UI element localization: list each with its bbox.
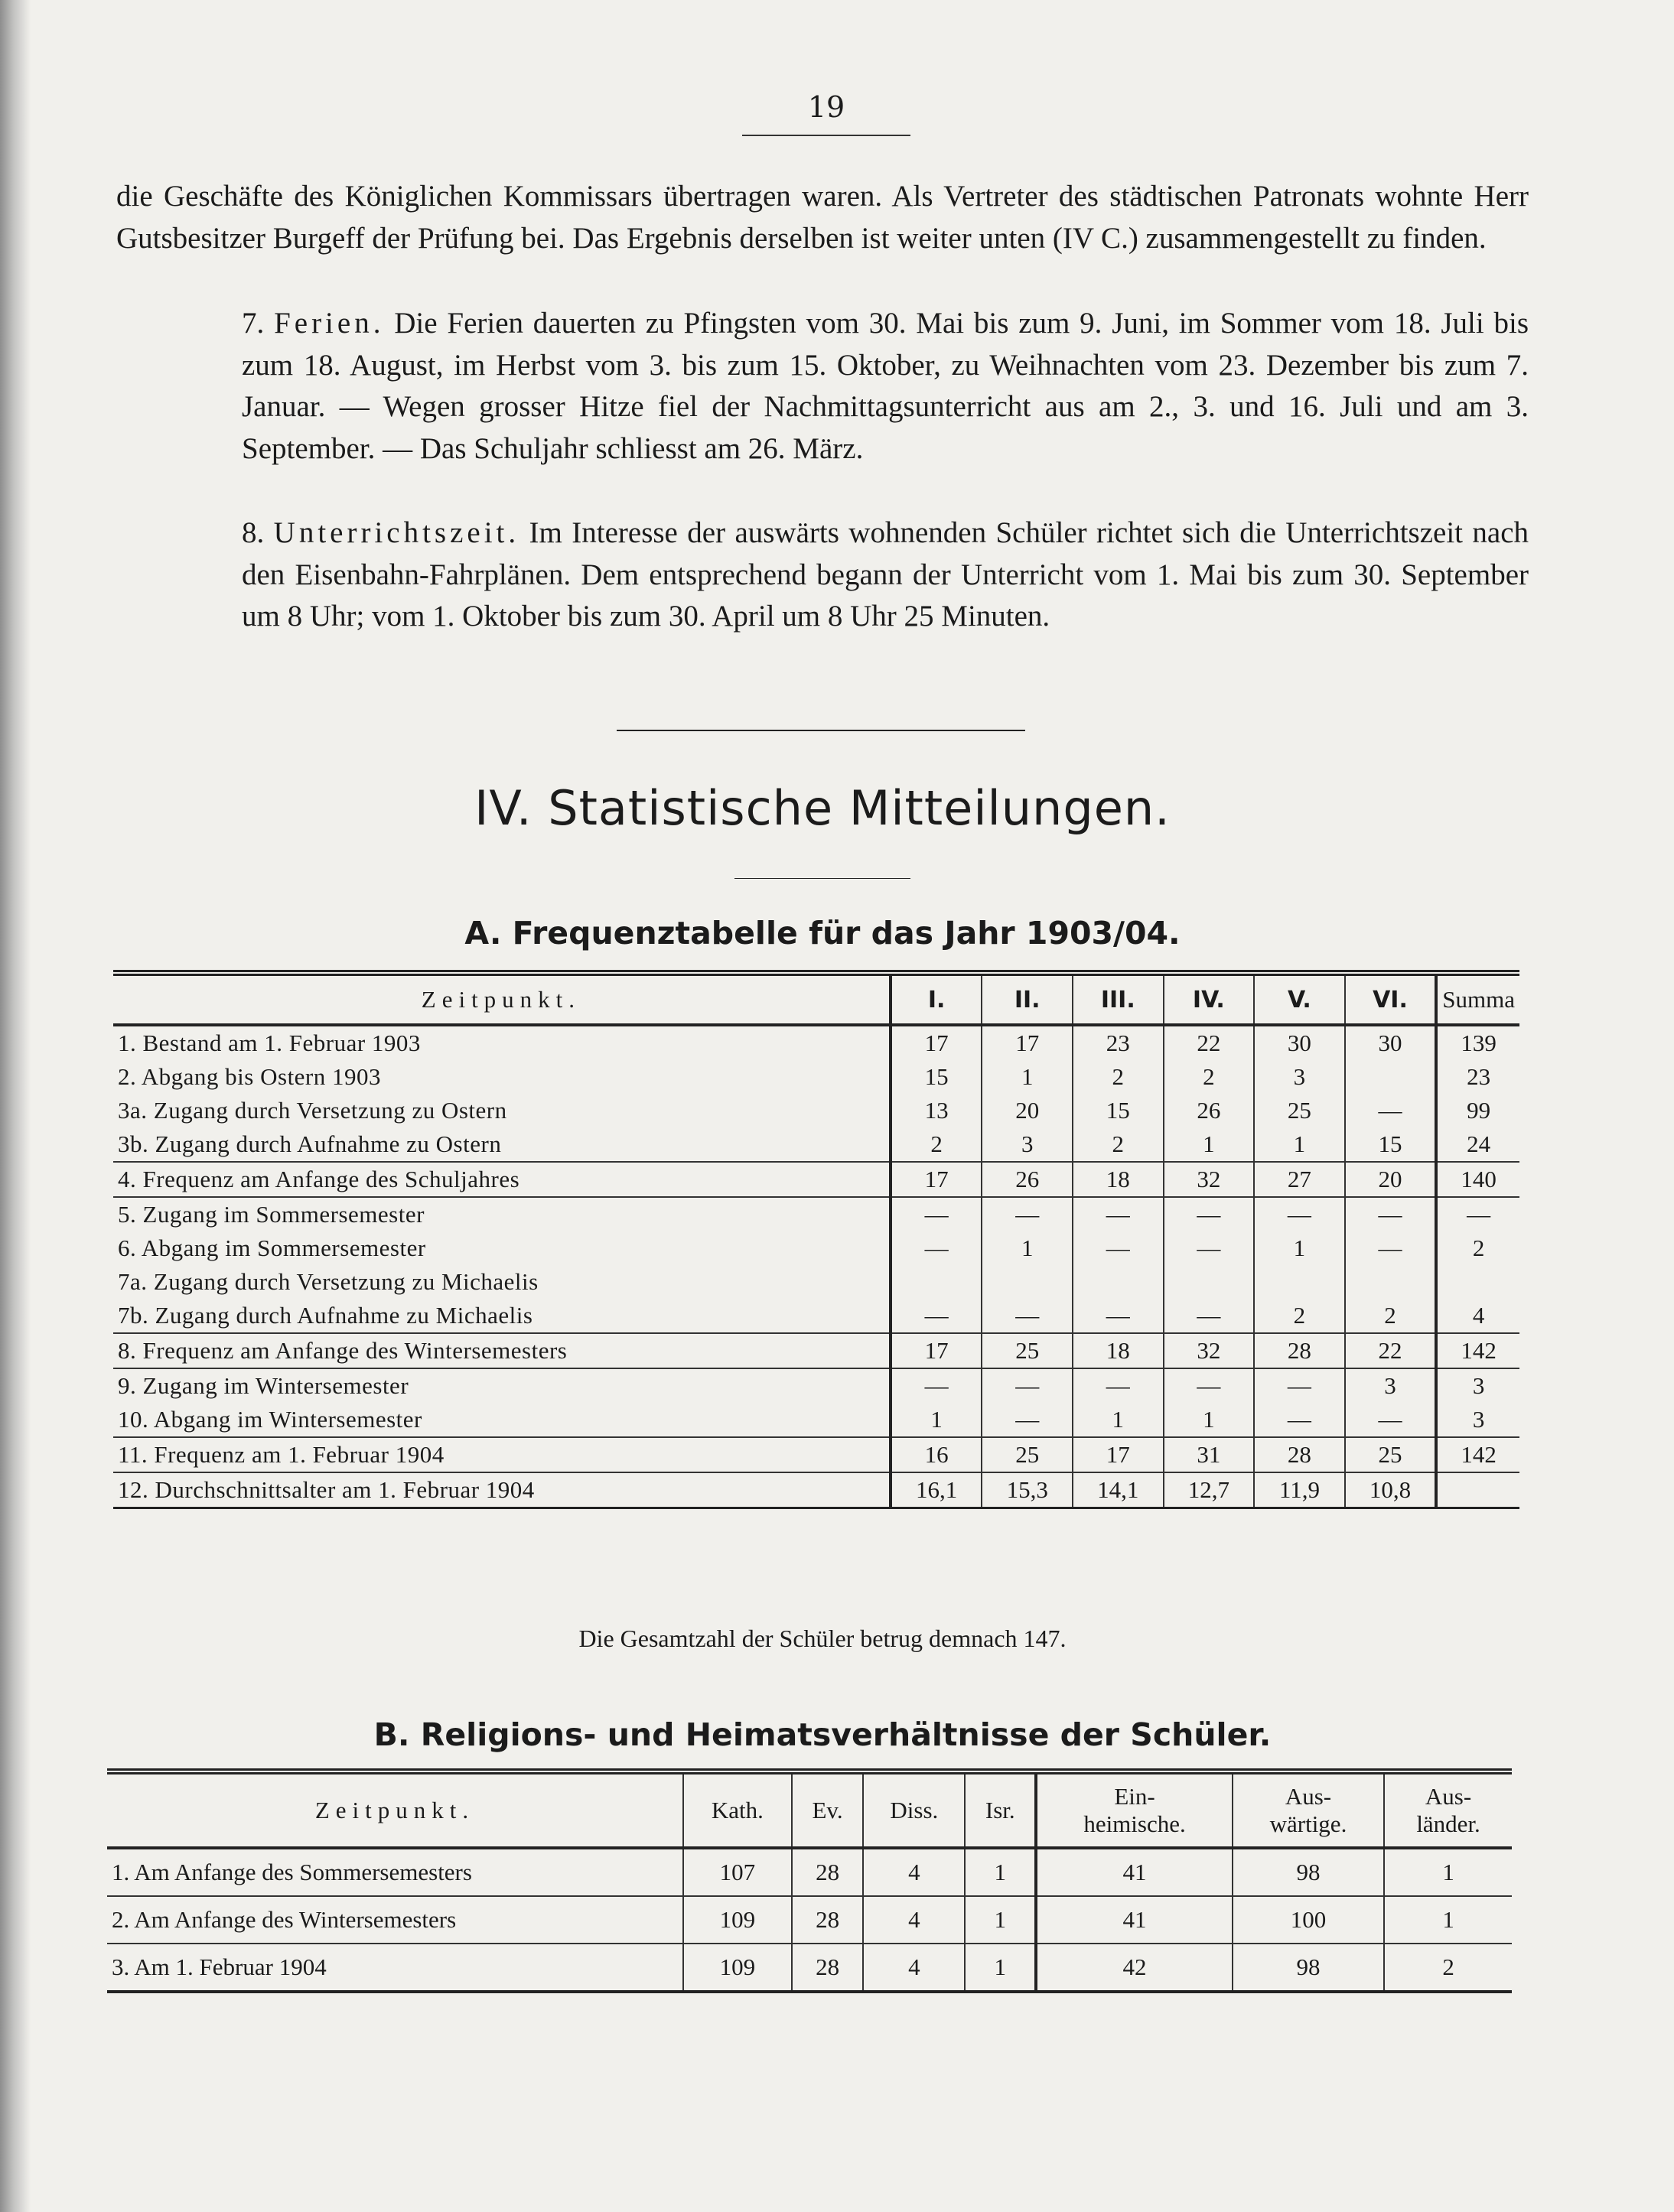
header-class-3: III. — [1073, 973, 1164, 1025]
cell-class-2: 1 — [982, 1060, 1073, 1094]
cell-class-1: — — [891, 1368, 982, 1403]
cell-value: 1 — [1384, 1848, 1512, 1896]
cell-class-1 — [891, 1265, 982, 1299]
table-b-title: B. Religions- und Heimatsverhältnisse der Schüler. — [373, 1716, 1272, 1753]
cell-value: 4 — [863, 1896, 965, 1944]
row-label: 4. Frequenz am Anfange des Schuljahres — [113, 1162, 891, 1197]
cell-class-3 — [1073, 1265, 1164, 1299]
paragraph-intro-text: die Geschäfte des Königlichen Kommissars übertragen waren. Als Vertreter des städtischen Patronats wohnte Herr Gutsbesitzer Burgeff der Prüfung bei. Das Ergebnis derselben ist weiter unten (IV C.) zusammengestellt zu finden. — [116, 180, 1529, 255]
paragraph-unterrichtszeit-text — [116, 512, 1529, 638]
cell-class-1: 1 — [891, 1403, 982, 1437]
cell-class-1: 17 — [891, 1162, 982, 1197]
cell-summa: 139 — [1461, 1030, 1497, 1056]
cell-class-3: — — [1073, 1197, 1164, 1231]
cell-class-2: — — [982, 1299, 1073, 1333]
row-label: 8. Frequenz am Anfange des Wintersemesters — [113, 1333, 891, 1368]
row-label: 7a. Zugang durch Versetzung zu Michaelis — [113, 1265, 891, 1299]
table-row — [113, 1333, 1519, 1368]
header-class-4: IV. — [1164, 973, 1255, 1025]
cell-summa: 2 — [1472, 1234, 1485, 1261]
unterricht-number: 8. — [242, 516, 265, 549]
header-auswaertige-line2: wärtige. — [1269, 1810, 1347, 1837]
row-label: 10. Abgang im Wintersemester — [113, 1403, 891, 1437]
table-row — [107, 1944, 1512, 1992]
ferien-heading: Ferien. — [274, 307, 385, 340]
row-label: 11. Frequenz am 1. Februar 1904 — [113, 1437, 891, 1472]
cell-class-6 — [1345, 1265, 1437, 1299]
ferien-body: Die Ferien dauerten zu Pfingsten vom 30. Mai bis zum 9. Juni, im Sommer vom 18. Juli bis zum 18. August, im Herbst vom 3. bis zum 15. Oktober, zu Weihnachten vom 23. Dezember bis zum 7. Januar. — Wegen grosser Hitze fiel der Nachmittagsunterricht aus am 2., 3. und 16. Juli und am 3. September. — Das Schuljahr schliesst am 26. März. — [242, 307, 1529, 465]
header-auswaertige — [1233, 1771, 1384, 1848]
cell-class-3: 2 — [1073, 1127, 1164, 1162]
header-einheimische-line2: heimische. — [1083, 1810, 1186, 1837]
cell-class-6: 2 — [1345, 1299, 1437, 1333]
table-row — [113, 1197, 1519, 1231]
cell-class-4: — — [1164, 1197, 1255, 1231]
cell-class-4: — — [1164, 1231, 1255, 1265]
cell-class-3: 2 — [1073, 1060, 1164, 1094]
row-label: 12. Durchschnittsalter am 1. Februar 1904 — [113, 1472, 891, 1508]
cell-value: 107 — [683, 1848, 792, 1896]
header-isr: Isr. — [965, 1771, 1036, 1848]
cell-class-5: 27 — [1254, 1162, 1345, 1197]
cell-class-5 — [1254, 1265, 1345, 1299]
cell-class-2: — — [982, 1368, 1073, 1403]
table-row — [113, 1472, 1519, 1508]
cell-class-5: — — [1254, 1197, 1345, 1231]
header-kath: Kath. — [683, 1771, 792, 1848]
cell-class-2: 1 — [982, 1231, 1073, 1265]
cell-value: 1 — [965, 1896, 1036, 1944]
cell-class-3: 23 — [1073, 1025, 1164, 1060]
header-einheimische-line1: Ein- — [1114, 1783, 1155, 1810]
paragraph-ferien — [116, 303, 1529, 470]
row-label: 2. Am Anfange des Wintersemesters — [107, 1896, 683, 1944]
frequency-table — [113, 970, 1519, 1509]
table-row — [113, 1403, 1519, 1437]
cell-class-5: 1 — [1254, 1127, 1345, 1162]
total-students-note: Die Gesamtzahl der Schüler betrug demnach 147. — [578, 1625, 1067, 1652]
row-label: 6. Abgang im Sommersemester — [113, 1231, 891, 1265]
cell-class-3: 18 — [1073, 1162, 1164, 1197]
cell-class-3: — — [1073, 1368, 1164, 1403]
cell-class-1: 2 — [891, 1127, 982, 1162]
cell-class-2: 26 — [982, 1162, 1073, 1197]
section-title-rule — [734, 878, 910, 879]
cell-class-2: 17 — [982, 1025, 1073, 1060]
table-row — [107, 1848, 1512, 1896]
cell-class-6: 30 — [1345, 1025, 1437, 1060]
cell-class-2: — — [982, 1197, 1073, 1231]
cell-class-2: 15,3 — [982, 1472, 1073, 1508]
cell-summa: 99 — [1467, 1097, 1491, 1124]
table-row — [113, 1127, 1519, 1162]
cell-value: 1 — [1384, 1896, 1512, 1944]
header-class-5: V. — [1254, 973, 1345, 1025]
table-row — [113, 1368, 1519, 1403]
paragraph-unterrichtszeit — [116, 512, 1529, 638]
cell-class-6 — [1345, 1060, 1437, 1094]
cell-value: 98 — [1233, 1944, 1384, 1992]
cell-value: 41 — [1036, 1896, 1233, 1944]
section-divider — [617, 730, 1025, 731]
row-label: 3a. Zugang durch Versetzung zu Ostern — [113, 1094, 891, 1127]
cell-value: 1 — [965, 1944, 1036, 1992]
header-class-2: II. — [982, 973, 1073, 1025]
cell-class-1: 17 — [891, 1333, 982, 1368]
cell-class-1: — — [891, 1197, 982, 1231]
row-label: 2. Abgang bis Ostern 1903 — [113, 1060, 891, 1094]
cell-summa: 142 — [1436, 1437, 1519, 1472]
cell-class-6: 25 — [1345, 1437, 1437, 1472]
cell-summa: — — [1436, 1197, 1519, 1231]
cell-class-3: 18 — [1073, 1333, 1164, 1368]
header-diss: Diss. — [863, 1771, 965, 1848]
cell-class-4: 1 — [1164, 1127, 1255, 1162]
cell-class-1: — — [891, 1299, 982, 1333]
cell-value: 98 — [1233, 1848, 1384, 1896]
row-label: 7b. Zugang durch Aufnahme zu Michaelis — [113, 1299, 891, 1333]
cell-value: 4 — [863, 1848, 965, 1896]
table-a-title: A. Frequenztabelle für das Jahr 1903/04. — [464, 915, 1181, 951]
cell-class-1: 16 — [891, 1437, 982, 1472]
cell-class-5: — — [1254, 1403, 1345, 1437]
row-label: 9. Zugang im Wintersemester — [113, 1368, 891, 1403]
cell-class-2 — [982, 1265, 1073, 1299]
table-row — [113, 1025, 1519, 1060]
cell-class-5: 30 — [1254, 1025, 1345, 1060]
header-ev: Ev. — [792, 1771, 864, 1848]
table-row — [113, 1094, 1519, 1127]
page-number-rule — [742, 135, 910, 136]
row-label: 3b. Zugang durch Aufnahme zu Ostern — [113, 1127, 891, 1162]
table-row — [107, 1896, 1512, 1944]
cell-class-3: 15 — [1073, 1094, 1164, 1127]
cell-class-6: — — [1345, 1403, 1437, 1437]
cell-class-5: 28 — [1254, 1333, 1345, 1368]
cell-value: 2 — [1384, 1944, 1512, 1992]
religion-table-header — [107, 1771, 1512, 1848]
header-class-1: I. — [891, 973, 982, 1025]
cell-class-6: — — [1345, 1197, 1437, 1231]
unterricht-heading: Unterrichtszeit. — [273, 516, 520, 549]
cell-value: 4 — [863, 1944, 965, 1992]
cell-class-4: 2 — [1164, 1060, 1255, 1094]
cell-class-1: 15 — [891, 1060, 982, 1094]
paragraph-intro — [116, 176, 1529, 259]
cell-value: 109 — [683, 1944, 792, 1992]
cell-class-6: 3 — [1345, 1368, 1437, 1403]
table-row — [113, 1437, 1519, 1472]
cell-class-2: 20 — [982, 1094, 1073, 1127]
header-auslaender-line2: länder. — [1416, 1810, 1480, 1837]
religion-table — [107, 1768, 1512, 1993]
cell-class-6: — — [1345, 1231, 1437, 1265]
cell-class-5: 3 — [1254, 1060, 1345, 1094]
cell-class-4: — — [1164, 1299, 1255, 1333]
cell-value: 28 — [792, 1896, 864, 1944]
header-zeitpunkt: Zeitpunkt. — [113, 973, 891, 1025]
cell-class-3: — — [1073, 1299, 1164, 1333]
cell-class-4: 1 — [1164, 1403, 1255, 1437]
cell-class-4: 22 — [1164, 1025, 1255, 1060]
cell-class-2: 25 — [982, 1333, 1073, 1368]
cell-class-2: 25 — [982, 1437, 1073, 1472]
header-auswaertige-line1: Aus- — [1285, 1783, 1332, 1810]
cell-class-4: 12,7 — [1164, 1472, 1255, 1508]
cell-value: 1 — [965, 1848, 1036, 1896]
table-row — [113, 1265, 1519, 1299]
cell-class-3: 14,1 — [1073, 1472, 1164, 1508]
header-auslaender — [1384, 1771, 1512, 1848]
cell-class-5: 11,9 — [1254, 1472, 1345, 1508]
cell-summa — [1436, 1472, 1519, 1508]
row-label: 1. Bestand am 1. Februar 1903 — [113, 1025, 891, 1060]
cell-class-5: 2 — [1254, 1299, 1345, 1333]
cell-class-4 — [1164, 1265, 1255, 1299]
ferien-number: 7. — [242, 307, 265, 340]
cell-class-6: 10,8 — [1345, 1472, 1437, 1508]
cell-class-4: 26 — [1164, 1094, 1255, 1127]
cell-value: 28 — [792, 1944, 864, 1992]
section-title: IV. Statistische Mitteilungen. — [474, 780, 1171, 836]
cell-summa: 3 — [1436, 1368, 1519, 1403]
cell-value: 42 — [1036, 1944, 1233, 1992]
cell-summa: 142 — [1436, 1333, 1519, 1368]
cell-class-4: 31 — [1164, 1437, 1255, 1472]
header-summa: Summa — [1436, 973, 1519, 1025]
page-number: 19 — [807, 90, 845, 124]
cell-class-4: 32 — [1164, 1162, 1255, 1197]
cell-summa: 3 — [1472, 1406, 1485, 1433]
cell-class-1: 17 — [891, 1025, 982, 1060]
cell-class-3: — — [1073, 1231, 1164, 1265]
cell-value: 109 — [683, 1896, 792, 1944]
cell-class-4: — — [1164, 1368, 1255, 1403]
table-row — [113, 1231, 1519, 1265]
cell-class-2: — — [982, 1403, 1073, 1437]
cell-class-6: 15 — [1345, 1127, 1437, 1162]
cell-summa: 23 — [1467, 1063, 1491, 1090]
cell-value: 28 — [792, 1848, 864, 1896]
cell-class-6: 20 — [1345, 1162, 1437, 1197]
cell-class-1: — — [891, 1231, 982, 1265]
cell-class-1: 16,1 — [891, 1472, 982, 1508]
cell-class-3: 17 — [1073, 1437, 1164, 1472]
header-einheimische — [1036, 1771, 1233, 1848]
table-row — [113, 1299, 1519, 1333]
cell-class-5: 1 — [1254, 1231, 1345, 1265]
cell-class-4: 32 — [1164, 1333, 1255, 1368]
unterricht-body: Im Interesse der auswärts wohnenden Schüler richtet sich die Unterrichtszeit nach den Eisenbahn-Fahrplänen. Dem entsprechend begann der Unterricht vom 1. Mai bis zum 30. September um 8 Uhr; vom 1. Oktober bis zum 30. April um 8 Uhr 25 Minuten. — [242, 516, 1529, 633]
row-label: 5. Zugang im Sommersemester — [113, 1197, 891, 1231]
header-auslaender-line1: Aus- — [1425, 1783, 1472, 1810]
cell-class-1: 13 — [891, 1094, 982, 1127]
cell-class-3: 1 — [1073, 1403, 1164, 1437]
table-row — [113, 1060, 1519, 1094]
cell-value: 100 — [1233, 1896, 1384, 1944]
header-zeitpunkt-b: Zeitpunkt. — [107, 1771, 683, 1848]
paragraph-ferien-text — [116, 303, 1529, 470]
cell-summa — [1436, 1265, 1519, 1299]
cell-class-5: 28 — [1254, 1437, 1345, 1472]
cell-class-6: 22 — [1345, 1333, 1437, 1368]
binding-shadow — [0, 0, 31, 2212]
cell-class-6: — — [1345, 1094, 1437, 1127]
table-row — [113, 1162, 1519, 1197]
row-label: 1. Am Anfange des Sommersemesters — [107, 1848, 683, 1896]
row-label: 3. Am 1. Februar 1904 — [107, 1944, 683, 1992]
cell-class-5: 25 — [1254, 1094, 1345, 1127]
frequency-table-header — [113, 973, 1519, 1025]
cell-class-2: 3 — [982, 1127, 1073, 1162]
cell-class-5: — — [1254, 1368, 1345, 1403]
cell-value: 41 — [1036, 1848, 1233, 1896]
header-class-6: VI. — [1345, 973, 1437, 1025]
cell-summa: 4 — [1472, 1302, 1485, 1329]
cell-summa: 140 — [1436, 1162, 1519, 1197]
cell-summa: 24 — [1467, 1130, 1491, 1157]
